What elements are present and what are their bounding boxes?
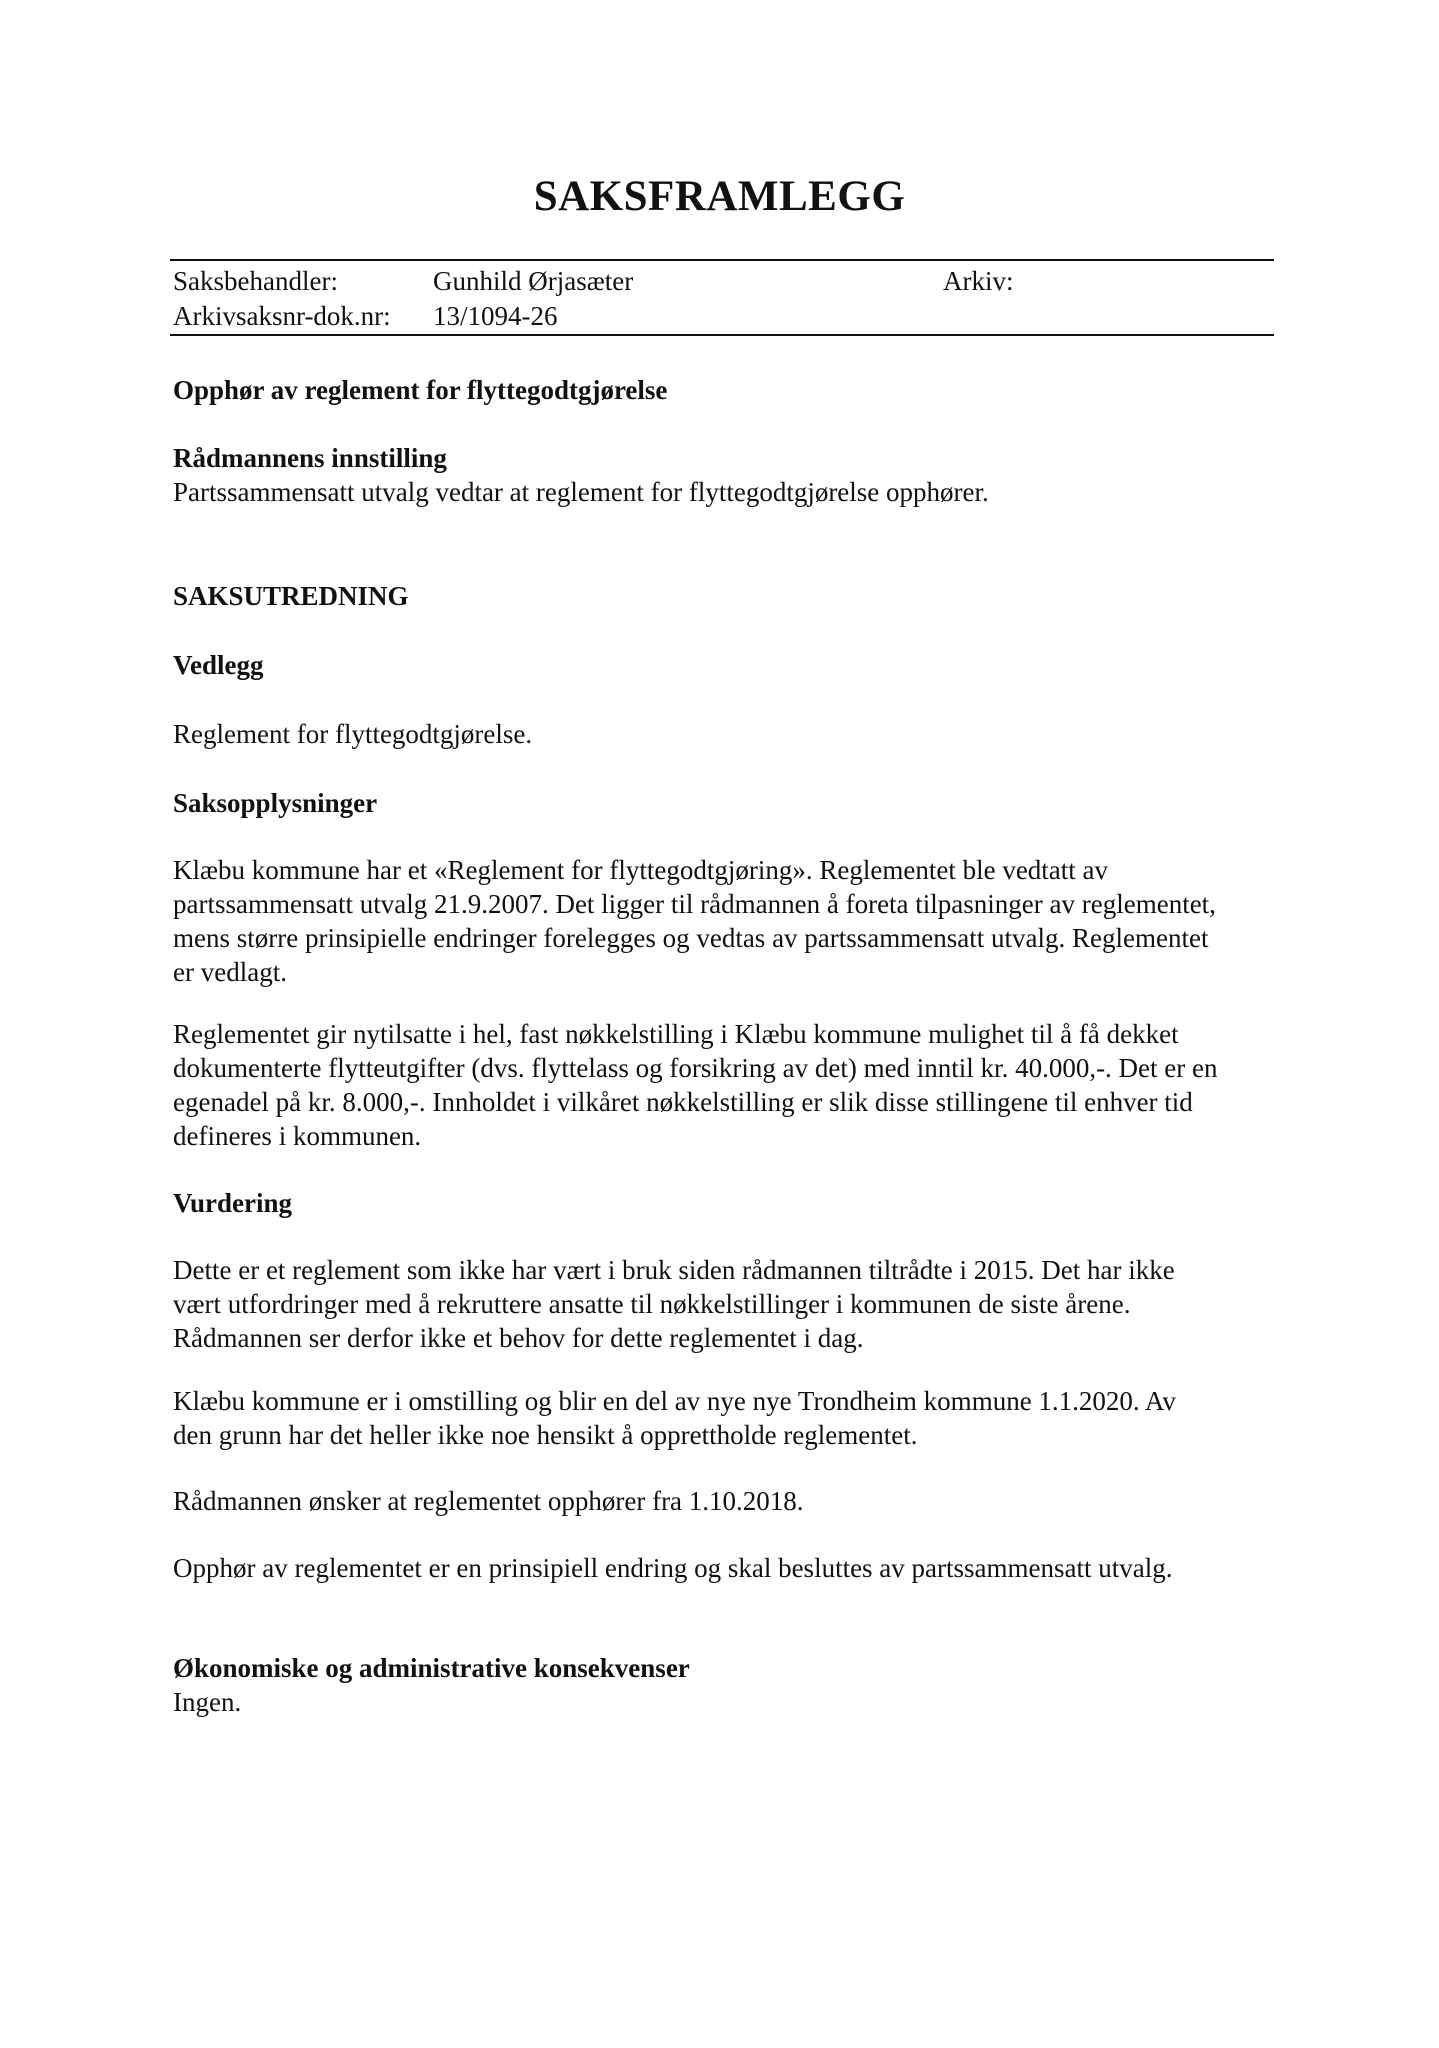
arkiv-label: Arkiv: xyxy=(943,266,1014,296)
innstilling-heading: Rådmannens innstilling xyxy=(173,443,447,473)
saksbehandler-label: Saksbehandler: xyxy=(173,266,338,296)
vurdering-paragraph-3: Rådmannen ønsker at reglementet opphører fra 1.10.2018. xyxy=(173,1486,804,1516)
vedlegg-text: Reglement for flyttegodtgjørelse. xyxy=(173,719,533,749)
text-line: mens større prinsipielle endringer forelegges og vedtas av partssammensatt utvalg. Reglementet xyxy=(173,923,1209,953)
konsekvenser-heading: Økonomiske og administrative konsekvenser xyxy=(173,1653,690,1683)
header-rule-bottom xyxy=(170,334,1274,336)
arkivsaksnr-value: 13/1094-26 xyxy=(433,301,558,331)
text-line: partssammensatt utvalg 21.9.2007. Det ligger til rådmannen å foreta tilpasninger av reglementet, xyxy=(173,889,1216,919)
text-line: Reglementet gir nytilsatte i hel, fast nøkkelstilling i Klæbu kommune mulighet til å få dekket xyxy=(173,1019,1179,1049)
saksopplysninger-paragraph-1 xyxy=(173,853,1283,989)
saksopplysninger-paragraph-2 xyxy=(173,1017,1283,1153)
vurdering-paragraph-4: Opphør av reglementet er en prinsipiell endring og skal besluttes av partssammensatt utvalg. xyxy=(173,1553,1173,1583)
text-line: Dette er et reglement som ikke har vært i bruk siden rådmannen tiltrådte i 2015. Det har ikke xyxy=(173,1255,1175,1285)
text-line: er vedlagt. xyxy=(173,957,287,987)
konsekvenser-text: Ingen. xyxy=(173,1687,242,1717)
text-line: Klæbu kommune har et «Reglement for flyttegodtgjøring». Reglementet ble vedtatt av xyxy=(173,855,1109,885)
vurdering-paragraph-2 xyxy=(173,1384,1283,1452)
text-line: den grunn har det heller ikke noe hensikt å opprettholde reglementet. xyxy=(173,1420,918,1450)
innstilling-text: Partssammensatt utvalg vedtar at reglement for flyttegodtgjørelse opphører. xyxy=(173,477,989,507)
vurdering-paragraph-1 xyxy=(173,1253,1283,1355)
vedlegg-heading: Vedlegg xyxy=(173,650,264,680)
saksutredning-heading: SAKSUTREDNING xyxy=(173,581,409,611)
vurdering-heading: Vurdering xyxy=(173,1188,293,1218)
text-line: dokumenterte flytteutgifter (dvs. flyttelass og forsikring av det) med inntil kr. 40.000,-. Det er en xyxy=(173,1053,1218,1083)
text-line: vært utfordringer med å rekruttere ansatte til nøkkelstillinger i kommunen de siste årene. xyxy=(173,1289,1131,1319)
arkivsaksnr-label: Arkivsaksnr-dok.nr: xyxy=(173,301,391,331)
text-line: defineres i kommunen. xyxy=(173,1121,422,1151)
header-rule-top xyxy=(170,259,1274,261)
case-title: Opphør av reglement for flyttegodtgjørelse xyxy=(173,375,668,405)
saksopplysninger-heading: Saksopplysninger xyxy=(173,788,378,818)
saksbehandler-value: Gunhild Ørjasæter xyxy=(433,266,634,296)
text-line: Rådmannen ser derfor ikke et behov for dette reglementet i dag. xyxy=(173,1323,864,1353)
text-line: Klæbu kommune er i omstilling og blir en del av nye nye Trondheim kommune 1.1.2020. Av xyxy=(173,1386,1176,1416)
text-line: egenadel på kr. 8.000,-. Innholdet i vilkåret nøkkelstilling er slik disse stillingene til enhver tid xyxy=(173,1087,1193,1117)
document-title: SAKSFRAMLEGG xyxy=(533,173,906,220)
